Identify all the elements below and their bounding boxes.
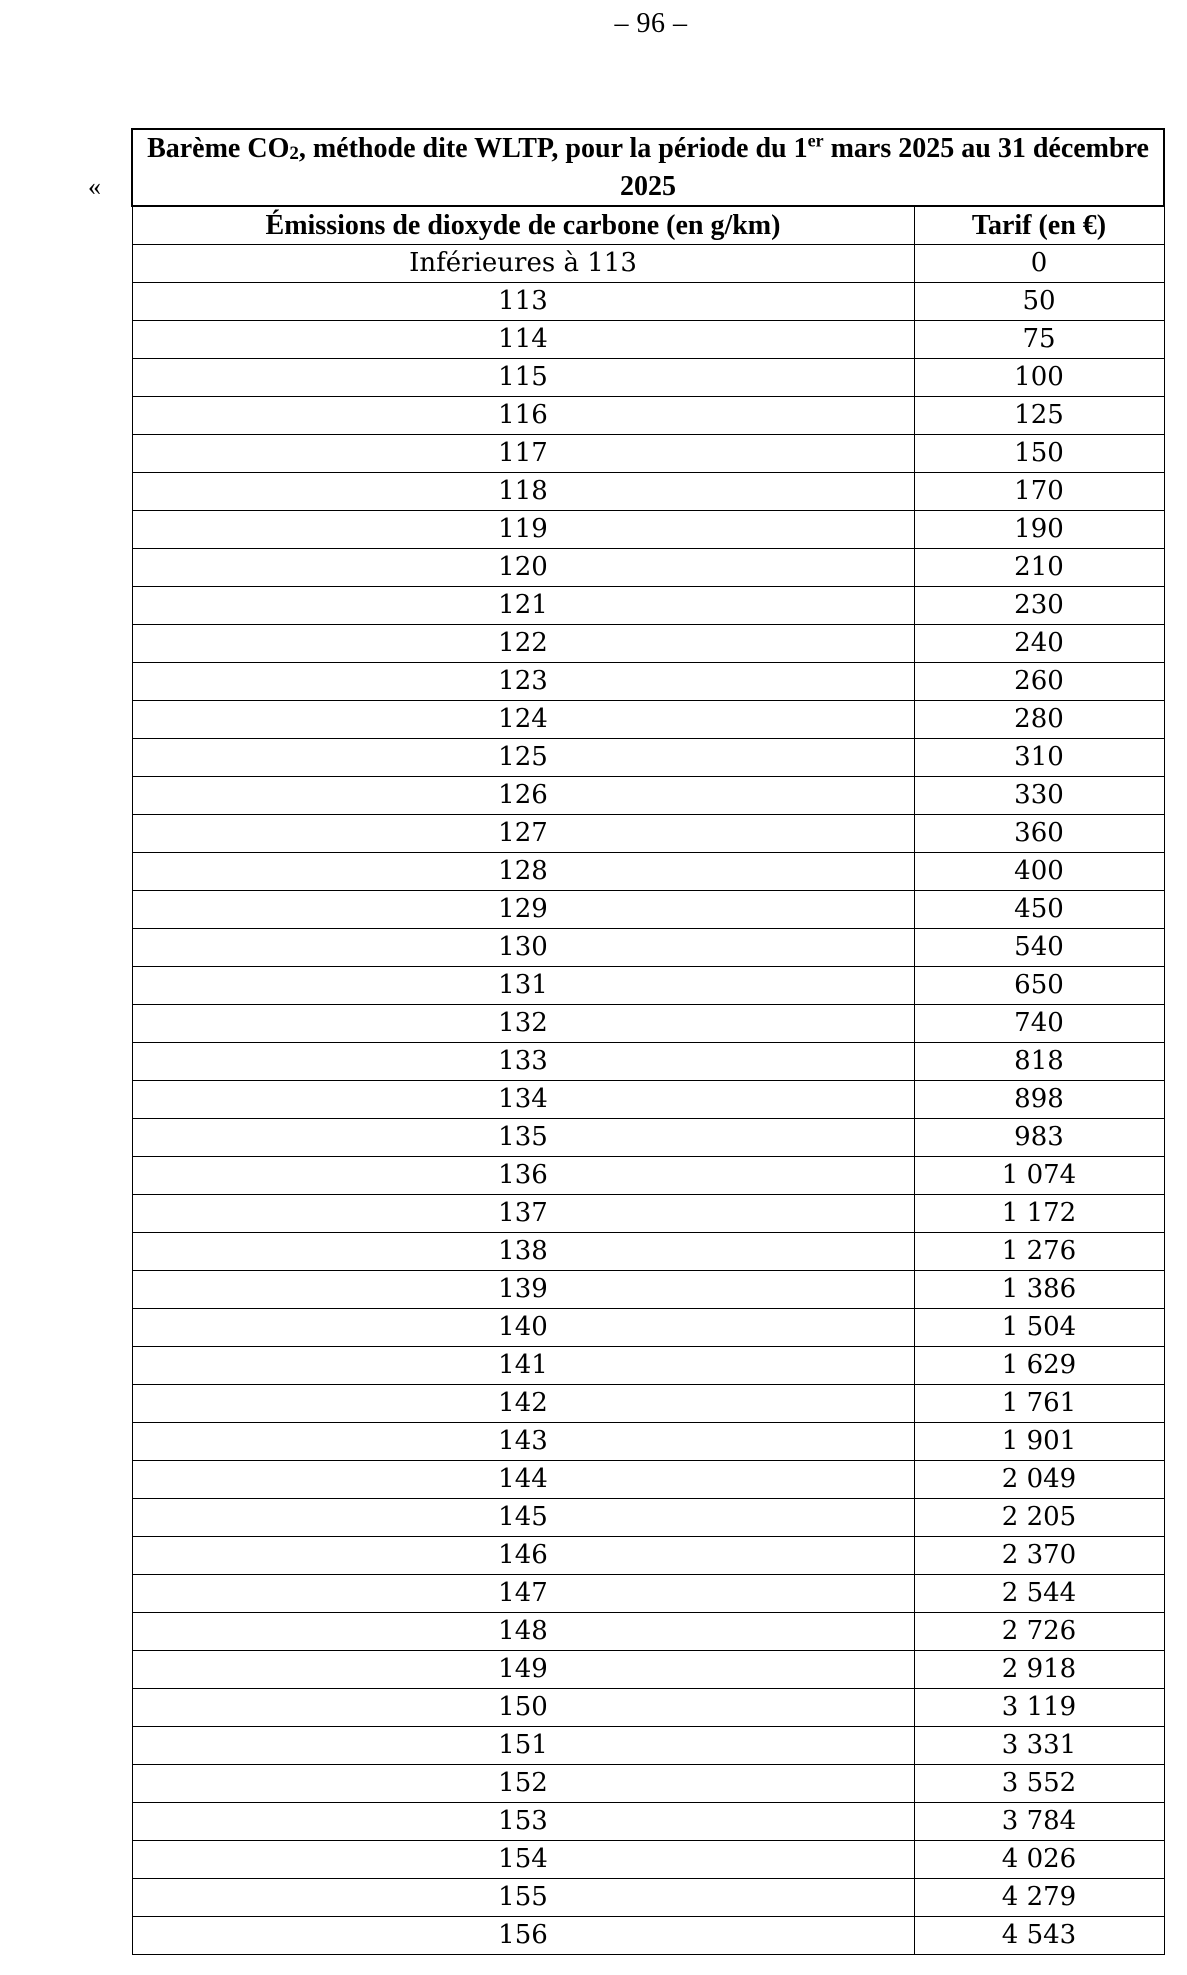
page-number: – 96 – <box>614 8 688 39</box>
emissions-cell: 156 <box>132 1917 914 1955</box>
tariff-cell: 540 <box>914 929 1164 967</box>
table-title-subscript: 2 <box>289 143 299 164</box>
emissions-cell: 132 <box>132 1005 914 1043</box>
table-row <box>132 1917 1164 1955</box>
tariff-cell: 740 <box>914 1005 1164 1043</box>
table-title-row <box>132 129 1164 206</box>
table-row <box>132 1613 1164 1651</box>
tariff-cell: 310 <box>914 739 1164 777</box>
tariff-cell: 260 <box>914 663 1164 701</box>
tariff-cell: 1 386 <box>914 1271 1164 1309</box>
emissions-cell: 140 <box>132 1309 914 1347</box>
tariff-cell: 4 279 <box>914 1879 1164 1917</box>
tariff-cell: 100 <box>914 359 1164 397</box>
column-header-emissions: Émissions de dioxyde de carbone (en g/km) <box>132 206 914 245</box>
table-row <box>132 1879 1164 1917</box>
table-row <box>132 1271 1164 1309</box>
emissions-cell: 116 <box>132 397 914 435</box>
table-row <box>132 663 1164 701</box>
tariff-cell: 150 <box>914 435 1164 473</box>
emissions-cell: 121 <box>132 587 914 625</box>
tariff-cell: 3 119 <box>914 1689 1164 1727</box>
table-row <box>132 1499 1164 1537</box>
table-title-superscript: er <box>807 130 824 151</box>
tariff-cell: 1 504 <box>914 1309 1164 1347</box>
table-row <box>132 1157 1164 1195</box>
table-row <box>132 1385 1164 1423</box>
emissions-cell: 147 <box>132 1575 914 1613</box>
emissions-cell: 129 <box>132 891 914 929</box>
table-row <box>132 359 1164 397</box>
table-row <box>132 1005 1164 1043</box>
emissions-cell: 150 <box>132 1689 914 1727</box>
tariff-cell: 3 784 <box>914 1803 1164 1841</box>
table-row <box>132 321 1164 359</box>
emissions-cell: 139 <box>132 1271 914 1309</box>
table-title-part2: , méthode dite WLTP, pour la période du 1 <box>298 133 808 164</box>
tariff-cell: 230 <box>914 587 1164 625</box>
table-row <box>132 397 1164 435</box>
emissions-cell: Inférieures à 113 <box>132 245 914 283</box>
tariff-cell: 190 <box>914 511 1164 549</box>
tariff-cell: 0 <box>914 245 1164 283</box>
table-row <box>132 1765 1164 1803</box>
table-row <box>132 1803 1164 1841</box>
table-row <box>132 1347 1164 1385</box>
table-row <box>132 1233 1164 1271</box>
emissions-cell: 126 <box>132 777 914 815</box>
column-header-tariff: Tarif (en €) <box>914 206 1164 245</box>
emissions-cell: 125 <box>132 739 914 777</box>
emissions-cell: 153 <box>132 1803 914 1841</box>
tariff-cell: 4 543 <box>914 1917 1164 1955</box>
tariff-cell: 330 <box>914 777 1164 815</box>
table-row <box>132 815 1164 853</box>
column-header-row <box>132 206 1164 245</box>
emissions-cell: 124 <box>132 701 914 739</box>
emissions-cell: 138 <box>132 1233 914 1271</box>
emissions-cell: 113 <box>132 283 914 321</box>
table-row <box>132 1537 1164 1575</box>
tariff-cell: 125 <box>914 397 1164 435</box>
table-row <box>132 1195 1164 1233</box>
table-row <box>132 625 1164 663</box>
table-row <box>132 1689 1164 1727</box>
table-row <box>132 1575 1164 1613</box>
emissions-cell: 117 <box>132 435 914 473</box>
tariff-cell: 650 <box>914 967 1164 1005</box>
tariff-cell: 240 <box>914 625 1164 663</box>
tariff-cell: 450 <box>914 891 1164 929</box>
tariff-cell: 3 552 <box>914 1765 1164 1803</box>
emissions-cell: 145 <box>132 1499 914 1537</box>
table-row <box>132 473 1164 511</box>
emissions-cell: 141 <box>132 1347 914 1385</box>
co2-tariff-table <box>131 128 1165 1955</box>
table-row <box>132 283 1164 321</box>
table-row <box>132 1081 1164 1119</box>
tariff-cell: 898 <box>914 1081 1164 1119</box>
tariff-cell: 1 172 <box>914 1195 1164 1233</box>
table-row <box>132 1423 1164 1461</box>
tariff-cell: 170 <box>914 473 1164 511</box>
table-row <box>132 1727 1164 1765</box>
table-row <box>132 853 1164 891</box>
table-row <box>132 1651 1164 1689</box>
table-title <box>132 129 1164 206</box>
emissions-cell: 122 <box>132 625 914 663</box>
tariff-cell: 2 370 <box>914 1537 1164 1575</box>
table-row <box>132 739 1164 777</box>
table-row <box>132 1461 1164 1499</box>
tariff-cell: 2 918 <box>914 1651 1164 1689</box>
emissions-cell: 134 <box>132 1081 914 1119</box>
tariff-cell: 75 <box>914 321 1164 359</box>
table-row <box>132 587 1164 625</box>
emissions-cell: 137 <box>132 1195 914 1233</box>
table-title-part1: Barème CO <box>147 133 290 164</box>
table-body <box>132 245 1164 1955</box>
emissions-cell: 144 <box>132 1461 914 1499</box>
table-row <box>132 891 1164 929</box>
tariff-cell: 280 <box>914 701 1164 739</box>
table-row <box>132 511 1164 549</box>
tariff-cell: 360 <box>914 815 1164 853</box>
emissions-cell: 123 <box>132 663 914 701</box>
tariff-cell: 2 726 <box>914 1613 1164 1651</box>
tariff-cell: 1 761 <box>914 1385 1164 1423</box>
table-row <box>132 929 1164 967</box>
emissions-cell: 155 <box>132 1879 914 1917</box>
emissions-cell: 146 <box>132 1537 914 1575</box>
emissions-cell: 142 <box>132 1385 914 1423</box>
emissions-cell: 143 <box>132 1423 914 1461</box>
table-row <box>132 435 1164 473</box>
table-row <box>132 1841 1164 1879</box>
emissions-cell: 135 <box>132 1119 914 1157</box>
emissions-cell: 154 <box>132 1841 914 1879</box>
emissions-cell: 114 <box>132 321 914 359</box>
tariff-cell: 2 544 <box>914 1575 1164 1613</box>
table-row <box>132 1119 1164 1157</box>
emissions-cell: 131 <box>132 967 914 1005</box>
table-row <box>132 701 1164 739</box>
table-row <box>132 1043 1164 1081</box>
tariff-cell: 818 <box>914 1043 1164 1081</box>
emissions-cell: 119 <box>132 511 914 549</box>
emissions-cell: 115 <box>132 359 914 397</box>
tariff-cell: 1 629 <box>914 1347 1164 1385</box>
emissions-cell: 118 <box>132 473 914 511</box>
emissions-cell: 128 <box>132 853 914 891</box>
tariff-cell: 983 <box>914 1119 1164 1157</box>
table-title-part3: mars 2025 au 31 décembre 2025 <box>620 133 1149 202</box>
table-row <box>132 1309 1164 1347</box>
tariff-cell: 2 205 <box>914 1499 1164 1537</box>
tariff-cell: 2 049 <box>914 1461 1164 1499</box>
tariff-cell: 3 331 <box>914 1727 1164 1765</box>
emissions-cell: 127 <box>132 815 914 853</box>
tariff-cell: 1 276 <box>914 1233 1164 1271</box>
emissions-cell: 152 <box>132 1765 914 1803</box>
tariff-cell: 50 <box>914 283 1164 321</box>
emissions-cell: 148 <box>132 1613 914 1651</box>
table-row <box>132 777 1164 815</box>
emissions-cell: 120 <box>132 549 914 587</box>
emissions-cell: 136 <box>132 1157 914 1195</box>
table-row <box>132 245 1164 283</box>
opening-quotation-mark: « <box>88 172 101 201</box>
tariff-cell: 210 <box>914 549 1164 587</box>
table-row <box>132 549 1164 587</box>
emissions-cell: 149 <box>132 1651 914 1689</box>
emissions-cell: 130 <box>132 929 914 967</box>
tariff-cell: 1 901 <box>914 1423 1164 1461</box>
tariff-cell: 1 074 <box>914 1157 1164 1195</box>
tariff-cell: 400 <box>914 853 1164 891</box>
emissions-cell: 151 <box>132 1727 914 1765</box>
table-row <box>132 967 1164 1005</box>
tariff-cell: 4 026 <box>914 1841 1164 1879</box>
emissions-cell: 133 <box>132 1043 914 1081</box>
